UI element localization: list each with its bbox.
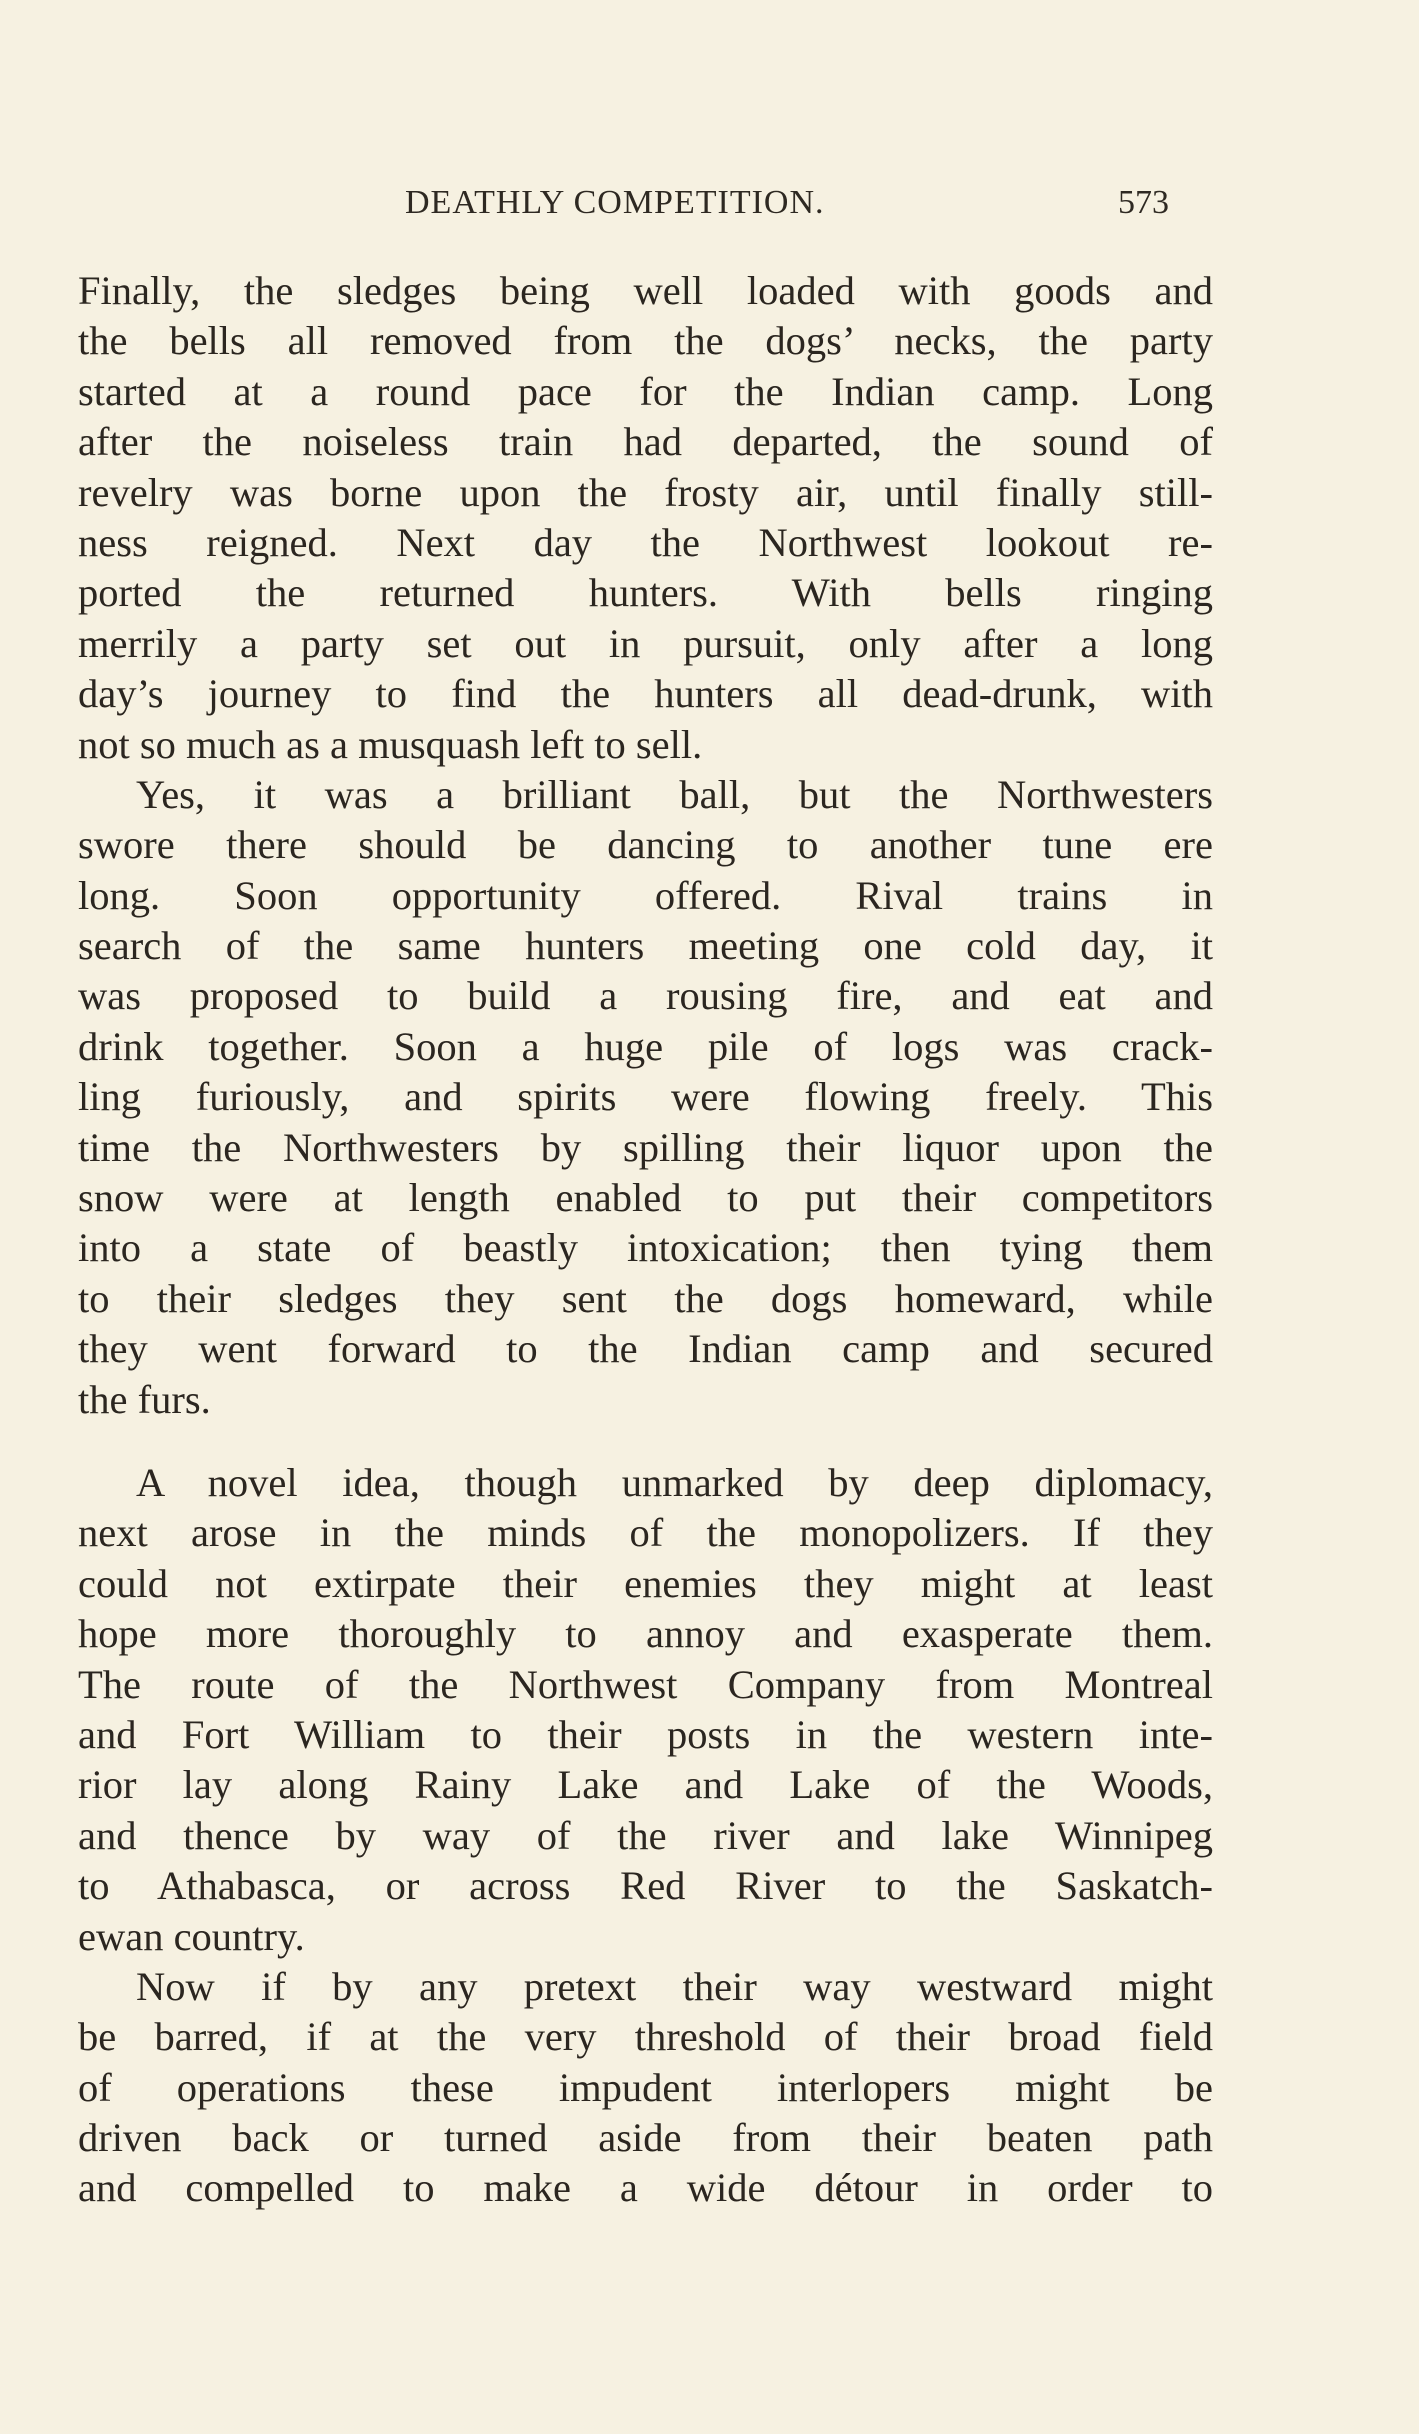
text-line: The route of the Northwest Company from Montreal: [78, 1661, 1213, 1707]
paragraph-1: [78, 266, 1213, 770]
text-line: driven back or turned aside from their beaten path: [78, 2115, 1213, 2161]
text-line: after the noiseless train had departed, the sound of: [78, 419, 1213, 465]
text-line: and compelled to make a wide détour in order to: [78, 2165, 1213, 2211]
text-line: search of the same hunters meeting one cold day, it: [78, 923, 1213, 969]
text-line: to their sledges they sent the dogs homeward, while: [78, 1275, 1213, 1321]
text-line: A novel idea, though unmarked by deep diplomacy,: [136, 1460, 1213, 1505]
text-line: merrily a party set out in pursuit, only after a long: [78, 620, 1213, 666]
text-line: snow were at length enabled to put their competitors: [78, 1175, 1213, 1221]
text-line: rior lay along Rainy Lake and Lake of the Woods,: [78, 1762, 1213, 1808]
paragraph-2: [78, 770, 1213, 1425]
text-line: the furs.: [78, 1376, 211, 1422]
running-head: DEATHLY COMPETITION.: [405, 184, 825, 221]
text-line: revelry was borne upon the frosty air, until finally still-: [78, 469, 1213, 515]
text-line: not so much as a musquash left to sell.: [78, 721, 703, 767]
text-line: ling furiously, and spirits were flowing freely. This: [78, 1074, 1213, 1120]
text-line: into a state of beastly intoxication; then tying them: [78, 1225, 1213, 1271]
text-line: to Athabasca, or across Red River to the Saskatch-: [78, 1863, 1213, 1909]
text-line: Finally, the sledges being well loaded with goods and: [78, 268, 1213, 313]
text-line: was proposed to build a rousing fire, and eat and: [78, 973, 1213, 1019]
text-line: started at a round pace for the Indian camp. Long: [78, 368, 1213, 414]
text-line: and Fort William to their posts in the western inte-: [78, 1711, 1213, 1757]
text-line: ported the returned hunters. With bells ringing: [78, 570, 1213, 616]
text-line: could not extirpate their enemies they might at least: [78, 1560, 1213, 1606]
text-line: drink together. Soon a huge pile of logs was crack-: [78, 1023, 1213, 1069]
paragraph-4: [78, 1962, 1213, 2214]
text-line: Now if by any pretext their way westward might: [136, 1963, 1213, 2009]
text-line: Yes, it was a brilliant ball, but the Northwesters: [136, 771, 1213, 817]
text-block-upper: [78, 266, 1213, 1425]
text-line: hope more thoroughly to annoy and exasperate them.: [78, 1611, 1213, 1657]
text-line: be barred, if at the very threshold of their broad field: [78, 2014, 1213, 2060]
text-line: of operations these impudent interlopers might be: [78, 2064, 1213, 2110]
text-line: time the Northwesters by spilling their liquor upon the: [78, 1124, 1213, 1170]
text-line: day’s journey to find the hunters all dead-drunk, with: [78, 671, 1213, 717]
text-line: swore there should be dancing to another tune ere: [78, 822, 1213, 868]
text-line: next arose in the minds of the monopolizers. If they: [78, 1510, 1213, 1556]
text-block-lower: [78, 1458, 1213, 2214]
text-line: they went forward to the Indian camp and secured: [78, 1326, 1213, 1372]
paragraph-3: [78, 1458, 1213, 1962]
text-line: ness reigned. Next day the Northwest lookout re-: [78, 519, 1213, 565]
text-line: ewan country.: [78, 1913, 305, 1959]
text-line: the bells all removed from the dogs’ necks, the party: [78, 318, 1213, 364]
text-line: long. Soon opportunity offered. Rival trains in: [78, 872, 1213, 918]
page-number: 573: [1118, 184, 1169, 221]
text-line: and thence by way of the river and lake Winnipeg: [78, 1812, 1213, 1858]
